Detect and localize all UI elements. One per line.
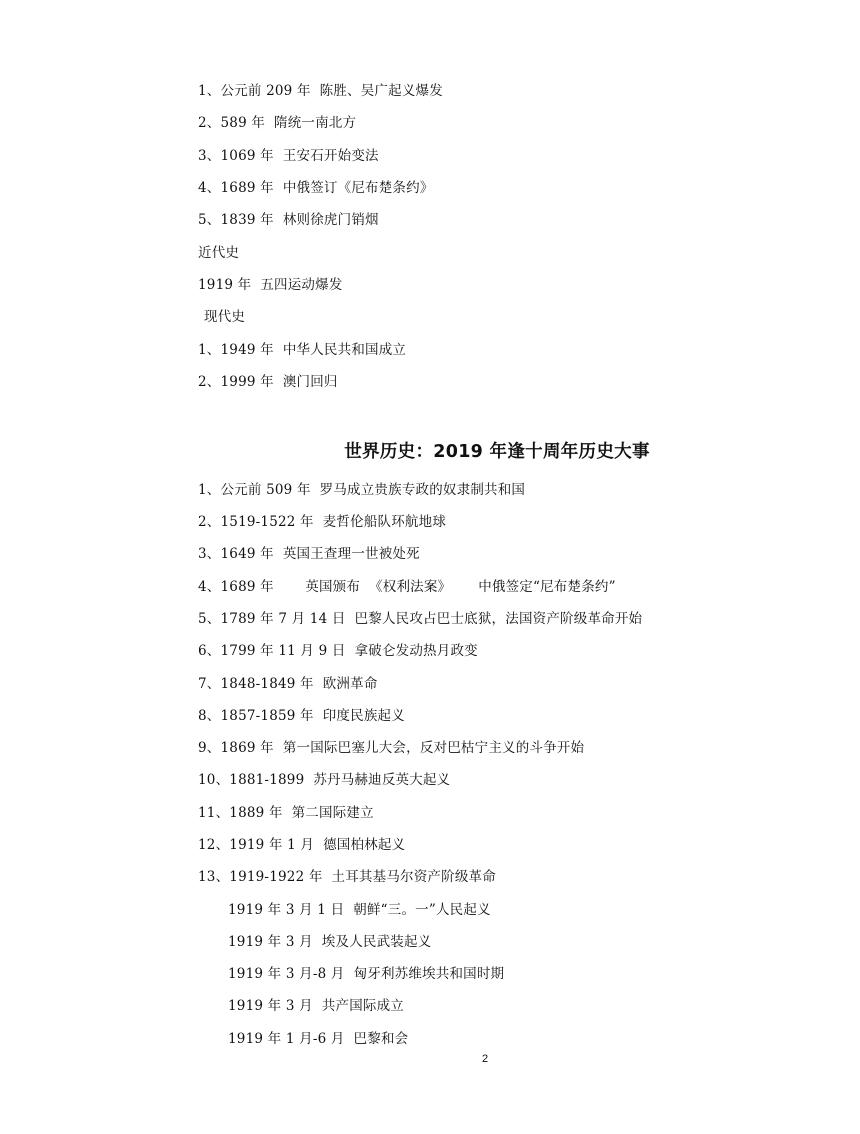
china-event-5: 5、1839 年 林则徐虎门销烟 — [198, 212, 379, 228]
world-event-9: 9、1869 年 第一国际巴塞儿大会，反对巴枯宁主义的斗争开始 — [198, 740, 585, 756]
page-number: 2 — [481, 1053, 489, 1065]
modern-history-label: 近代史 — [198, 245, 240, 261]
china-event-4: 4、1689 年 中俄签订《尼布楚条约》 — [198, 180, 434, 196]
world-event-7: 7、1848-1849 年 欧洲革命 — [198, 676, 378, 692]
world-event-3: 3、1649 年 英国王查理一世被处死 — [198, 546, 420, 562]
contemporary-history-label: 现代史 — [204, 309, 246, 325]
world-history-heading: 世界历史：2019 年逢十周年历史大事 — [344, 442, 650, 462]
world-event-5: 5、1789 年 7 月 14 日 巴黎人民攻占巴士底狱，法国资产阶级革命开始 — [198, 611, 643, 627]
world-event-10: 10、1881-1899 苏丹马赫迪反英大起义 — [198, 772, 451, 788]
china-event-3: 3、1069 年 王安石开始变法 — [198, 148, 379, 164]
world-event-12: 12、1919 年 1 月 德国柏林起义 — [198, 837, 406, 853]
contemporary-event-2: 2、1999 年 澳门回归 — [198, 374, 338, 390]
world-event-2: 2、1519-1522 年 麦哲伦船队环航地球 — [198, 514, 447, 530]
world-event-8: 8、1857-1859 年 印度民族起义 — [198, 708, 405, 724]
world-event-1: 1、公元前 509 年 罗马成立贵族专政的奴隶制共和国 — [198, 482, 526, 498]
modern-history-event: 1919 年 五四运动爆发 — [198, 277, 343, 293]
world-subevent-4: 1919 年 3 月 共产国际成立 — [228, 998, 405, 1014]
world-subevent-2: 1919 年 3 月 埃及人民武装起义 — [228, 934, 432, 950]
world-subevent-5: 1919 年 1 月-6 月 巴黎和会 — [228, 1031, 409, 1047]
world-subevent-1: 1919 年 3 月 1 日 朝鲜“三。一”人民起义 — [228, 902, 491, 918]
world-event-4: 4、1689 年 英国颁布 《权利法案》 中俄签定“尼布楚条约” — [198, 579, 616, 595]
world-subevent-3: 1919 年 3 月-8 月 匈牙利苏维埃共和国时期 — [228, 966, 505, 982]
world-event-6: 6、1799 年 11 月 9 日 拿破仑发动热月政变 — [198, 643, 478, 659]
china-event-2: 2、589 年 隋统一南北方 — [198, 115, 357, 131]
world-event-11: 11、1889 年 第二国际建立 — [198, 805, 374, 821]
china-event-1: 1、公元前 209 年 陈胜、吴广起义爆发 — [198, 83, 443, 99]
contemporary-event-1: 1、1949 年 中华人民共和国成立 — [198, 342, 407, 358]
world-event-13: 13、1919-1922 年 土耳其基马尔资产阶级革命 — [198, 869, 496, 885]
